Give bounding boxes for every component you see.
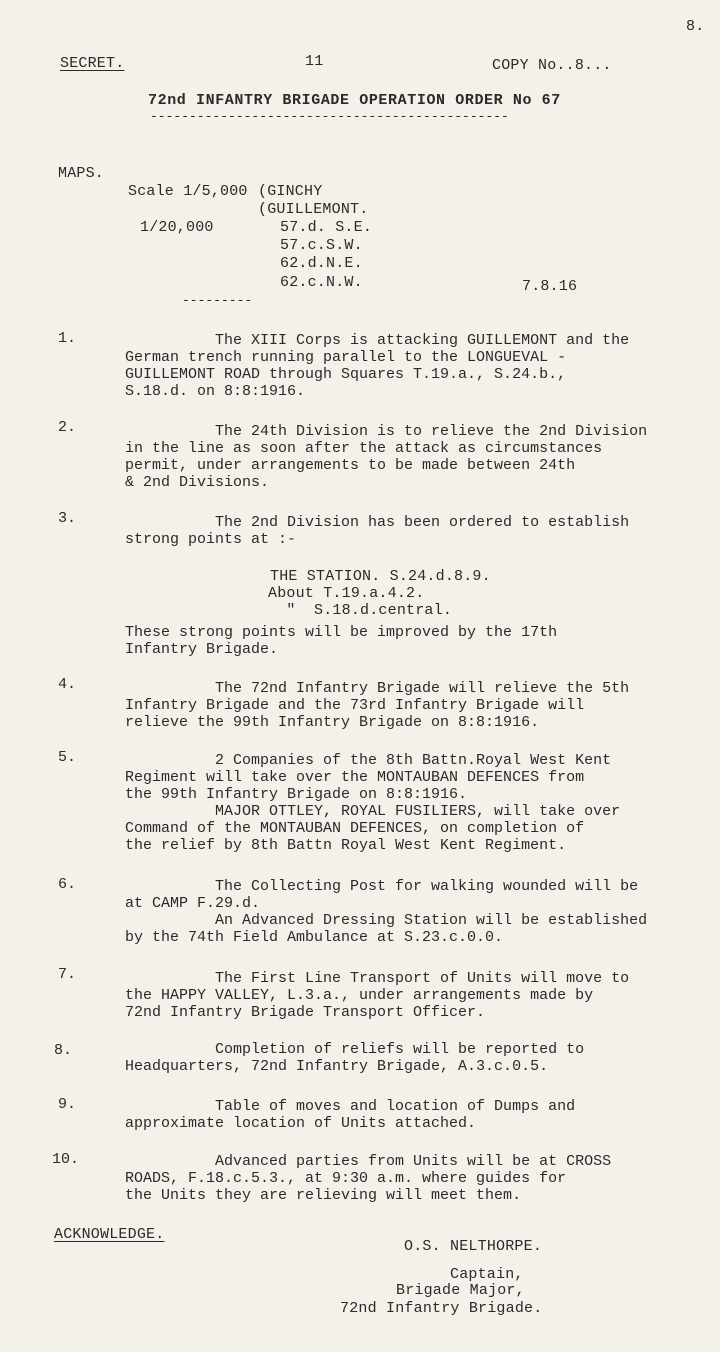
paragraph-10 — [125, 1153, 710, 1204]
paragraph-line: S.18.d. on 8:8:1916. — [125, 383, 306, 400]
paragraph-5 — [125, 752, 710, 854]
paragraph-line: by the 74th Field Ambulance at S.23.c.0.0. — [125, 929, 504, 946]
paragraph-number: 3. — [58, 510, 77, 527]
paragraph-1 — [125, 332, 710, 400]
paragraph-line: Regiment will take over the MONTAUBAN DEFENCES from — [125, 769, 585, 786]
signature-name: O.S. NELTHORPE. — [404, 1238, 543, 1255]
acknowledge-marking: ACKNOWLEDGE. — [54, 1226, 165, 1243]
paragraph-line: the 99th Infantry Brigade on 8:8:1916. — [125, 786, 468, 803]
strong-point: " S.18.d.central. — [268, 602, 453, 619]
paragraph-line: An Advanced Dressing Station will be established — [125, 912, 648, 929]
paragraph-2 — [125, 423, 710, 491]
paragraph-line: Headquarters, 72nd Infantry Brigade, A.3.c.0.5. — [125, 1058, 549, 1075]
paragraph-line: 72nd Infantry Brigade Transport Officer. — [125, 1004, 486, 1021]
maps-sheet: 57.c.S.W. — [280, 237, 363, 254]
signature-unit: 72nd Infantry Brigade. — [340, 1300, 543, 1317]
paragraph-line: The Collecting Post for walking wounded will be — [125, 878, 639, 895]
paragraph-8 — [125, 1041, 710, 1075]
copy-number: COPY No..8... — [492, 57, 612, 74]
paragraph-3-continued — [125, 624, 710, 658]
maps-sheet: 62.d.N.E. — [280, 255, 363, 272]
paragraph-line: the relief by 8th Battn Royal West Kent Regiment. — [125, 837, 567, 854]
paragraph-number: 5. — [58, 749, 77, 766]
paragraph-line: Table of moves and location of Dumps and — [125, 1098, 576, 1115]
paragraph-number: 4. — [58, 676, 77, 693]
paragraph-line: the Units they are relieving will meet them. — [125, 1187, 522, 1204]
paragraph-line: the HAPPY VALLEY, L.3.a., under arrangements made by — [125, 987, 594, 1004]
paragraph-number: 10. — [52, 1151, 80, 1168]
paragraph-7 — [125, 970, 710, 1021]
maps-scale-1-item: (GUILLEMONT. — [258, 201, 369, 218]
maps-scale-1-item: (GINCHY — [258, 183, 323, 200]
paragraph-4 — [125, 680, 710, 731]
paragraph-line: ROADS, F.18.c.5.3., at 9:30 a.m. where guides for — [125, 1170, 567, 1187]
paragraph-6 — [125, 878, 710, 946]
paragraph-line: Infantry Brigade. — [125, 641, 279, 658]
maps-rule: --------- — [182, 293, 253, 308]
paragraph-line: relieve the 99th Infantry Brigade on 8:8:1916. — [125, 714, 540, 731]
order-date: 7.8.16 — [522, 278, 578, 295]
paragraph-line: MAJOR OTTLEY, ROYAL FUSILIERS, will take over — [125, 803, 621, 820]
paragraph-line: Command of the MONTAUBAN DEFENCES, on completion of — [125, 820, 585, 837]
strong-point: THE STATION. S.24.d.8.9. — [270, 568, 491, 585]
paragraph-line: The 24th Division is to relieve the 2nd Division — [125, 423, 648, 440]
paragraph-line: Completion of reliefs will be reported to — [125, 1041, 585, 1058]
paragraph-line: Infantry Brigade and the 73rd Infantry Brigade will — [125, 697, 585, 714]
paragraph-number: 2. — [58, 419, 77, 436]
signature-rank: Captain, — [450, 1266, 524, 1283]
paragraph-line: The 2nd Division has been ordered to establish — [125, 514, 630, 531]
paragraph-line: at CAMP F.29.d. — [125, 895, 261, 912]
paragraph-line: in the line as soon after the attack as circumstances — [125, 440, 603, 457]
paragraph-line: These strong points will be improved by the 17th — [125, 624, 558, 641]
paragraph-3 — [125, 514, 710, 548]
strong-point: About T.19.a.4.2. — [268, 585, 425, 602]
title-rule: ---------------------------------------------- — [150, 109, 509, 124]
paragraph-line: The XIII Corps is attacking GUILLEMONT and the — [125, 332, 630, 349]
paragraph-line: Advanced parties from Units will be at CROSS — [125, 1153, 612, 1170]
paragraph-number: 1. — [58, 330, 77, 347]
paragraph-line: German trench running parallel to the LONGUEVAL - — [125, 349, 567, 366]
maps-label: MAPS. — [58, 165, 105, 182]
paragraph-line: The 72nd Infantry Brigade will relieve the 5th — [125, 680, 630, 697]
signature-role: Brigade Major, — [396, 1282, 525, 1299]
page-number: 8. — [686, 18, 705, 35]
paragraph-line: & 2nd Divisions. — [125, 474, 270, 491]
document-title: 72nd INFANTRY BRIGADE OPERATION ORDER No 67 — [148, 92, 561, 109]
paragraph-number: 9. — [58, 1096, 77, 1113]
paragraph-number: 6. — [58, 876, 77, 893]
paragraph-number: 8. — [54, 1042, 73, 1059]
paragraph-line: permit, under arrangements to be made between 24th — [125, 457, 576, 474]
paragraph-line: GUILLEMONT ROAD through Squares T.19.a., S.24.b., — [125, 366, 567, 383]
maps-sheet: 62.c.N.W. — [280, 274, 363, 291]
maps-sheet: 57.d. S.E. — [280, 219, 373, 236]
paragraph-line: strong points at :- — [125, 531, 297, 548]
paragraph-line: 2 Companies of the 8th Battn.Royal West Kent — [125, 752, 612, 769]
maps-scale-1: Scale 1/5,000 — [128, 183, 248, 200]
paragraph-line: approximate location of Units attached. — [125, 1115, 477, 1132]
paragraph-line: The First Line Transport of Units will move to — [125, 970, 630, 987]
roman-numeral: 11 — [305, 53, 324, 70]
paragraph-number: 7. — [58, 966, 77, 983]
maps-scale-2: 1/20,000 — [140, 219, 214, 236]
secret-marking: SECRET. — [60, 55, 125, 72]
paragraph-9 — [125, 1098, 710, 1132]
